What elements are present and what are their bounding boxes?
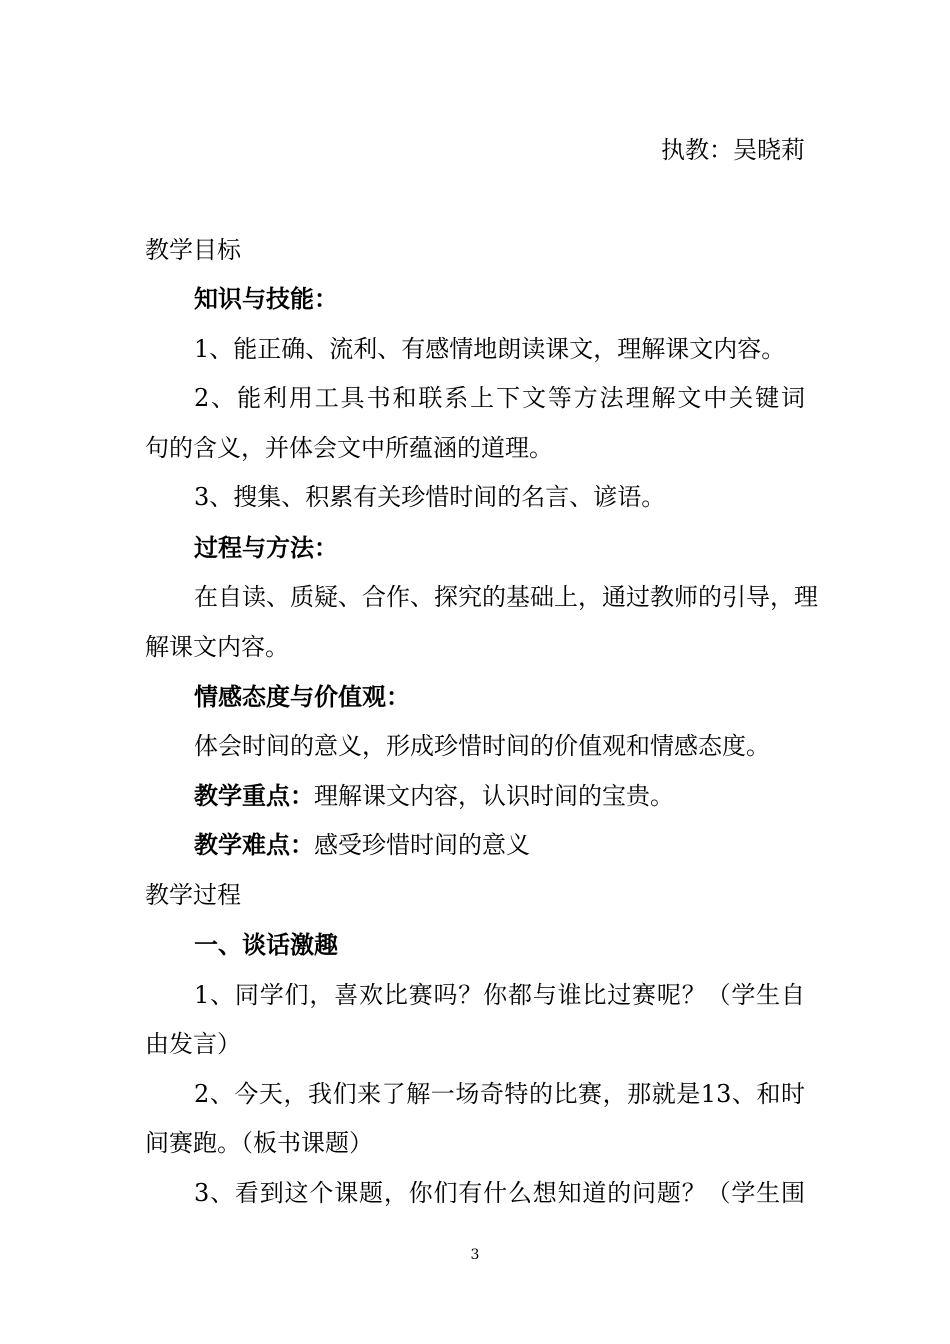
part1-item-1-line-2: 由发言）	[145, 1030, 241, 1058]
process-text-line-2: 解课文内容。	[145, 633, 289, 661]
knowledge-item-2-line-1: 2、能利用工具书和联系上下文等方法理解文中关键词	[194, 384, 805, 412]
part1-heading: 一、谈话激趣	[194, 931, 338, 959]
emotion-heading: 情感态度与价值观：	[194, 683, 410, 711]
section-title-objectives: 教学目标	[145, 236, 241, 264]
difficulty-label: 教学难点：	[194, 831, 314, 859]
process-heading: 过程与方法：	[194, 534, 338, 562]
difficulty	[194, 830, 805, 860]
key-point	[194, 781, 805, 811]
page-number: 3	[470, 1247, 480, 1263]
difficulty-text: 感受珍惜时间的意义	[314, 831, 530, 859]
part1-item-1-line-1: 1、同学们，喜欢比赛吗？你都与谁比过赛呢？（学生自	[194, 981, 805, 1009]
part1-item-3-line-1: 3、看到这个课题，你们有什么想知道的问题？（学生围	[194, 1179, 805, 1207]
process-text-line-1: 在自读、质疑、合作、探究的基础上，通过教师的引导，理	[194, 583, 818, 611]
emotion-text: 体会时间的意义，形成珍惜时间的价值观和情感态度。	[194, 732, 770, 760]
part1-item-2-line-2: 间赛跑。（板书课题）	[145, 1129, 373, 1157]
author-line: 执教：吴晓莉	[661, 136, 805, 164]
knowledge-item-2-line-2: 句的含义，并体会文中所蕴涵的道理。	[145, 434, 553, 462]
section-title-process: 教学过程	[145, 881, 241, 909]
knowledge-item-1: 1、能正确、流利、有感情地朗读课文，理解课文内容。	[194, 335, 786, 363]
part1-item-2-line-1: 2、今天，我们来了解一场奇特的比赛，那就是13、和时	[194, 1080, 805, 1108]
key-point-text: 理解课文内容，认识时间的宝贵。	[314, 782, 674, 810]
knowledge-item-3: 3、搜集、积累有关珍惜时间的名言、谚语。	[194, 483, 666, 511]
knowledge-heading: 知识与技能：	[194, 285, 338, 313]
key-point-label: 教学重点：	[194, 782, 314, 810]
